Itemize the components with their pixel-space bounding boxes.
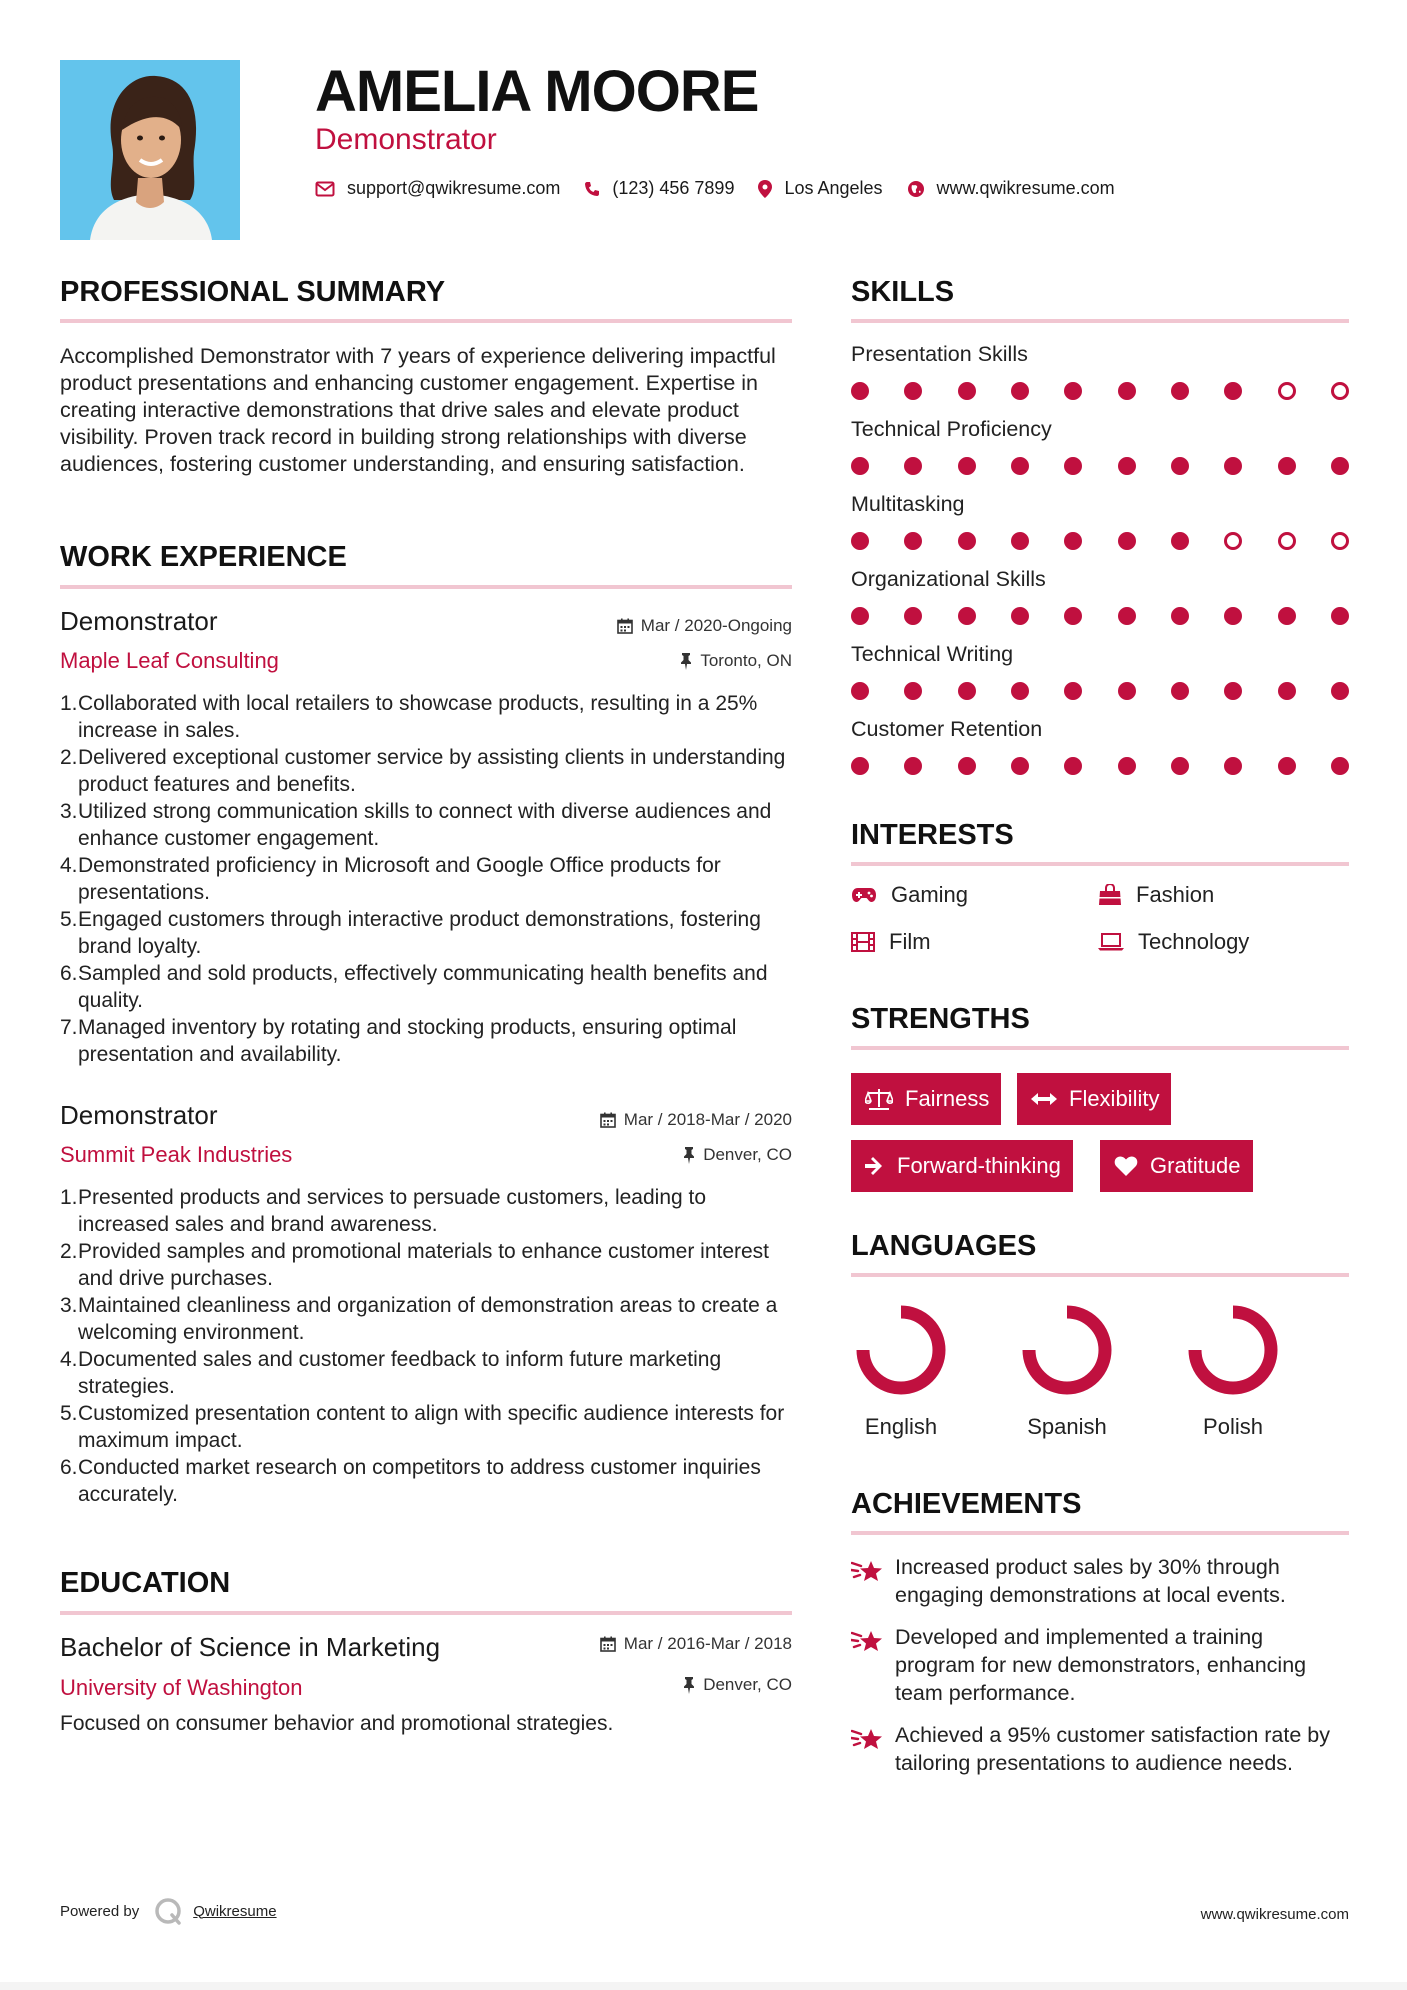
list-item: 1. Presented products and services to persuade customers, leading to increased sales and brand awareness. <box>60 1186 707 1236</box>
strength-label: Forward-thinking <box>897 1153 1061 1178</box>
rating-dot-filled <box>958 382 976 400</box>
rating-dot-filled <box>958 532 976 550</box>
language-name: English <box>864 1414 938 1439</box>
footer-website[interactable]: www.qwikresume.com <box>1200 1906 1349 1923</box>
interests-divider <box>851 862 1349 866</box>
rating-dot-filled <box>1011 382 1029 400</box>
rating-dot-filled <box>1064 532 1082 550</box>
calendar-icon <box>600 1112 616 1128</box>
skill-name: Customer Retention <box>851 717 1043 741</box>
rating-dot-filled <box>851 382 869 400</box>
rating-dot-filled <box>1278 682 1296 700</box>
skill-name: Organizational Skills <box>851 567 1046 591</box>
rating-dot-empty <box>1331 532 1349 550</box>
achievement-item <box>851 1553 1349 1609</box>
interest-technology <box>1098 929 1249 955</box>
skills-heading: SKILLS <box>851 276 955 308</box>
strengths-divider <box>851 1046 1349 1050</box>
rating-dot-filled <box>1224 607 1242 625</box>
pushpin-icon <box>683 1677 695 1694</box>
rating-dot-filled <box>1171 532 1189 550</box>
interest-label: Gaming <box>891 882 969 907</box>
experience-heading: WORK EXPERIENCE <box>60 541 347 573</box>
job-location-text: Toronto, ON <box>700 651 792 670</box>
interest-label: Film <box>889 929 931 954</box>
rating-dot-filled <box>1011 607 1029 625</box>
strength-label: Flexibility <box>1069 1086 1160 1111</box>
achievements-divider <box>851 1531 1349 1535</box>
achievement-item <box>851 1721 1349 1777</box>
contact-phone[interactable] <box>584 178 734 199</box>
rating-dot-filled <box>1064 457 1082 475</box>
rating-dot-filled <box>851 682 869 700</box>
rating-dot-filled <box>1118 607 1136 625</box>
contact-location-text: Los Angeles <box>784 178 883 198</box>
achievement-item <box>851 1623 1349 1707</box>
education-degree: Bachelor of Science in Marketing <box>60 1632 441 1662</box>
rating-dot-filled <box>1331 457 1349 475</box>
rating-dot-filled <box>1224 757 1242 775</box>
job-title: Demonstrator <box>60 1100 218 1130</box>
list-item: 1. Collaborated with local retailers to showcase products, resulting in a 25% increase in sales. <box>60 692 758 742</box>
contact-phone-text: (123) 456 7899 <box>612 178 735 198</box>
rating-dot-filled <box>1118 682 1136 700</box>
rating-dot-filled <box>958 607 976 625</box>
strength-tag-gratitude <box>1100 1140 1253 1192</box>
bottom-bar <box>0 1982 1407 1990</box>
summary-text: Accomplished Demonstrator with 7 years of experience delivering impactful product presentations and enhancing customer engagement. Expertise in creating interactive demonstrations that drive sales and elevate product visibility. Proven track record in building strong relationships with diverse audiences, fostering customer understanding, and ensuring satisfaction. <box>60 344 776 476</box>
language-progress-arc <box>1029 1312 1105 1388</box>
list-item: 6. Conducted market research on competitors to address customer inquiries accurately. <box>60 1456 761 1506</box>
rating-dot-filled <box>1064 607 1082 625</box>
job-dates <box>617 616 792 636</box>
rating-dot-filled <box>1278 757 1296 775</box>
list-item: 5. Engaged customers through interactive product demonstrations, fostering brand loyalty. <box>60 908 761 958</box>
interests-heading: INTERESTS <box>851 819 1014 851</box>
job-location-text: Denver, CO <box>703 1145 792 1164</box>
calendar-icon <box>600 1636 616 1652</box>
envelope-icon <box>315 181 335 197</box>
rating-dot-filled <box>904 382 922 400</box>
job-dates-text: Mar / 2018-Mar / 2020 <box>623 1110 792 1129</box>
rating-dot-filled <box>851 607 869 625</box>
achievement-text: Achieved a 95% customer satisfaction rate by tailoring presentations to audience needs. <box>895 1723 1330 1775</box>
rating-dot-filled <box>1118 757 1136 775</box>
job-location <box>683 1145 792 1165</box>
heart-icon <box>1114 1155 1138 1177</box>
job-dates-text: Mar / 2020-Ongoing <box>640 616 792 635</box>
rating-dot-filled <box>1331 757 1349 775</box>
contact-website[interactable] <box>907 178 1115 199</box>
profile-photo <box>60 60 240 240</box>
rating-dot-filled <box>1171 457 1189 475</box>
interest-label: Fashion <box>1136 882 1215 907</box>
candidate-name: AMELIA MOORE <box>315 59 759 124</box>
rating-dot-filled <box>904 532 922 550</box>
rating-dot-filled <box>1064 757 1082 775</box>
contact-website-text: www.qwikresume.com <box>936 178 1115 198</box>
interest-fashion <box>1098 882 1214 908</box>
rating-dot-filled <box>904 682 922 700</box>
job-location <box>680 651 792 671</box>
list-item: 3. Maintained cleanliness and organization of demonstration areas to create a welcoming environment. <box>60 1294 778 1344</box>
languages-heading: LANGUAGES <box>851 1230 1037 1262</box>
rating-dot-filled <box>851 532 869 550</box>
language-progress-arc <box>863 1312 939 1388</box>
skill-rating <box>851 757 1349 775</box>
film-icon <box>851 932 875 952</box>
footer-powered-by <box>60 1896 277 1926</box>
education-location <box>683 1675 792 1695</box>
rating-dot-filled <box>1011 532 1029 550</box>
job-bullets <box>60 690 792 1068</box>
education-heading: EDUCATION <box>60 1567 231 1599</box>
rating-dot-filled <box>958 757 976 775</box>
language-name: Polish <box>1203 1414 1263 1439</box>
strengths-heading: STRENGTHS <box>851 1003 1030 1035</box>
strength-tag-forward-thinking <box>851 1140 1073 1192</box>
language-item <box>1007 1300 1127 1440</box>
strength-tag-fairness <box>851 1073 1001 1125</box>
contact-email[interactable] <box>315 178 560 199</box>
skill-rating <box>851 682 1349 700</box>
achievements-heading: ACHIEVEMENTS <box>851 1488 1082 1520</box>
rating-dot-filled <box>1278 607 1296 625</box>
rating-dot-filled <box>1278 457 1296 475</box>
rating-dot-filled <box>958 457 976 475</box>
education-school: University of Washington <box>60 1675 303 1700</box>
rating-dot-filled <box>1118 382 1136 400</box>
rating-dot-filled <box>1011 757 1029 775</box>
rating-dot-filled <box>1331 607 1349 625</box>
rating-dot-filled <box>1224 682 1242 700</box>
education-description: Focused on consumer behavior and promotional strategies. <box>60 1712 614 1735</box>
rating-dot-filled <box>1171 607 1189 625</box>
rating-dot-filled <box>1118 457 1136 475</box>
rating-dot-filled <box>1331 682 1349 700</box>
list-item: 2. Provided samples and promotional materials to enhance customer interest and drive purchases. <box>60 1240 770 1290</box>
contact-bar <box>315 178 1139 199</box>
candidate-role: Demonstrator <box>315 123 497 156</box>
gamepad-icon <box>851 887 877 903</box>
rating-dot-filled <box>1171 382 1189 400</box>
qwikresume-logo-icon <box>153 1896 183 1926</box>
strength-label: Fairness <box>905 1086 990 1111</box>
contact-location <box>758 178 882 199</box>
language-progress-ring <box>851 1300 951 1400</box>
language-name: Spanish <box>1027 1414 1107 1439</box>
shooting-star-icon <box>851 1557 885 1585</box>
skill-name: Presentation Skills <box>851 342 1028 366</box>
rating-dot-filled <box>958 682 976 700</box>
rating-dot-filled <box>1224 382 1242 400</box>
rating-dot-filled <box>1011 682 1029 700</box>
experience-divider <box>60 585 792 589</box>
skill-rating <box>851 607 1349 625</box>
arrow-right-icon <box>865 1157 885 1175</box>
rating-dot-filled <box>1064 382 1082 400</box>
interest-gaming <box>851 882 968 908</box>
rating-dot-filled <box>904 607 922 625</box>
education-divider <box>60 1611 792 1615</box>
rating-dot-filled <box>1224 457 1242 475</box>
skill-rating <box>851 457 1349 475</box>
list-item: 7. Managed inventory by rotating and stocking products, ensuring optimal presentation and availability. <box>60 1016 737 1066</box>
interest-film <box>851 929 931 955</box>
job-bullets <box>60 1184 792 1508</box>
strength-tag-flexibility <box>1017 1073 1171 1125</box>
balance-scale-icon <box>865 1088 893 1110</box>
laptop-icon <box>1098 933 1124 951</box>
rating-dot-filled <box>1011 457 1029 475</box>
list-item: 4. Demonstrated proficiency in Microsoft and Google Office products for presentations. <box>60 854 721 904</box>
rating-dot-filled <box>1064 682 1082 700</box>
achievement-text: Increased product sales by 30% through engaging demonstrations at local events. <box>895 1555 1286 1607</box>
list-item: 6. Sampled and sold products, effectively communicating health benefits and quality. <box>60 962 768 1012</box>
list-item: 2. Delivered exceptional customer service by assisting clients in understanding product features and benefits. <box>60 746 786 796</box>
pushpin-icon <box>680 653 692 670</box>
education-dates-text: Mar / 2016-Mar / 2018 <box>623 1634 792 1653</box>
language-progress-ring <box>1017 1300 1117 1400</box>
rating-dot-filled <box>1171 682 1189 700</box>
job-title: Demonstrator <box>60 606 218 636</box>
arrows-horizontal-icon <box>1031 1092 1057 1106</box>
skill-rating <box>851 382 1349 400</box>
skill-rating <box>851 532 1349 550</box>
languages-divider <box>851 1273 1349 1277</box>
shopping-bag-icon <box>1098 884 1122 906</box>
rating-dot-filled <box>904 757 922 775</box>
powered-by-label: Powered by <box>60 1902 140 1920</box>
skill-name: Technical Proficiency <box>851 417 1052 441</box>
rating-dot-filled <box>904 457 922 475</box>
rating-dot-filled <box>1171 757 1189 775</box>
list-item: 5. Customized presentation content to align with specific audience interests for maximum impact. <box>60 1402 785 1452</box>
summary-heading: PROFESSIONAL SUMMARY <box>60 276 446 308</box>
education-dates <box>600 1634 792 1654</box>
language-item <box>1173 1300 1293 1440</box>
rating-dot-empty <box>1278 382 1296 400</box>
shooting-star-icon <box>851 1627 885 1655</box>
rating-dot-filled <box>851 757 869 775</box>
skills-divider <box>851 319 1349 323</box>
language-progress-ring <box>1183 1300 1283 1400</box>
contact-email-text: support@qwikresume.com <box>347 178 561 198</box>
rating-dot-empty <box>1278 532 1296 550</box>
rating-dot-filled <box>851 457 869 475</box>
skill-name: Multitasking <box>851 492 965 516</box>
summary-divider <box>60 319 792 323</box>
calendar-icon <box>617 618 633 634</box>
education-location-text: Denver, CO <box>703 1675 792 1694</box>
strength-label: Gratitude <box>1150 1153 1241 1178</box>
language-item <box>841 1300 961 1440</box>
job-company: Maple Leaf Consulting <box>60 648 279 673</box>
skill-name: Technical Writing <box>851 642 1014 666</box>
job-company: Summit Peak Industries <box>60 1142 293 1167</box>
interest-label: Technology <box>1138 929 1250 954</box>
achievement-text: Developed and implemented a training program for new demonstrators, enhancing team performance. <box>895 1625 1307 1705</box>
qwikresume-link[interactable]: Qwikresume <box>193 1902 277 1920</box>
job-dates <box>600 1110 792 1130</box>
shooting-star-icon <box>851 1725 885 1753</box>
list-item: 4. Documented sales and customer feedback to inform future marketing strategies. <box>60 1348 722 1398</box>
phone-icon <box>584 181 600 197</box>
language-progress-arc <box>1195 1312 1271 1388</box>
rating-dot-empty <box>1331 382 1349 400</box>
rating-dot-empty <box>1224 532 1242 550</box>
map-pin-icon <box>758 180 772 198</box>
globe-icon <box>907 180 925 198</box>
pushpin-icon <box>683 1147 695 1164</box>
list-item: 3. Utilized strong communication skills to connect with diverse audiences and enhance customer engagement. <box>60 800 772 850</box>
rating-dot-filled <box>1118 532 1136 550</box>
